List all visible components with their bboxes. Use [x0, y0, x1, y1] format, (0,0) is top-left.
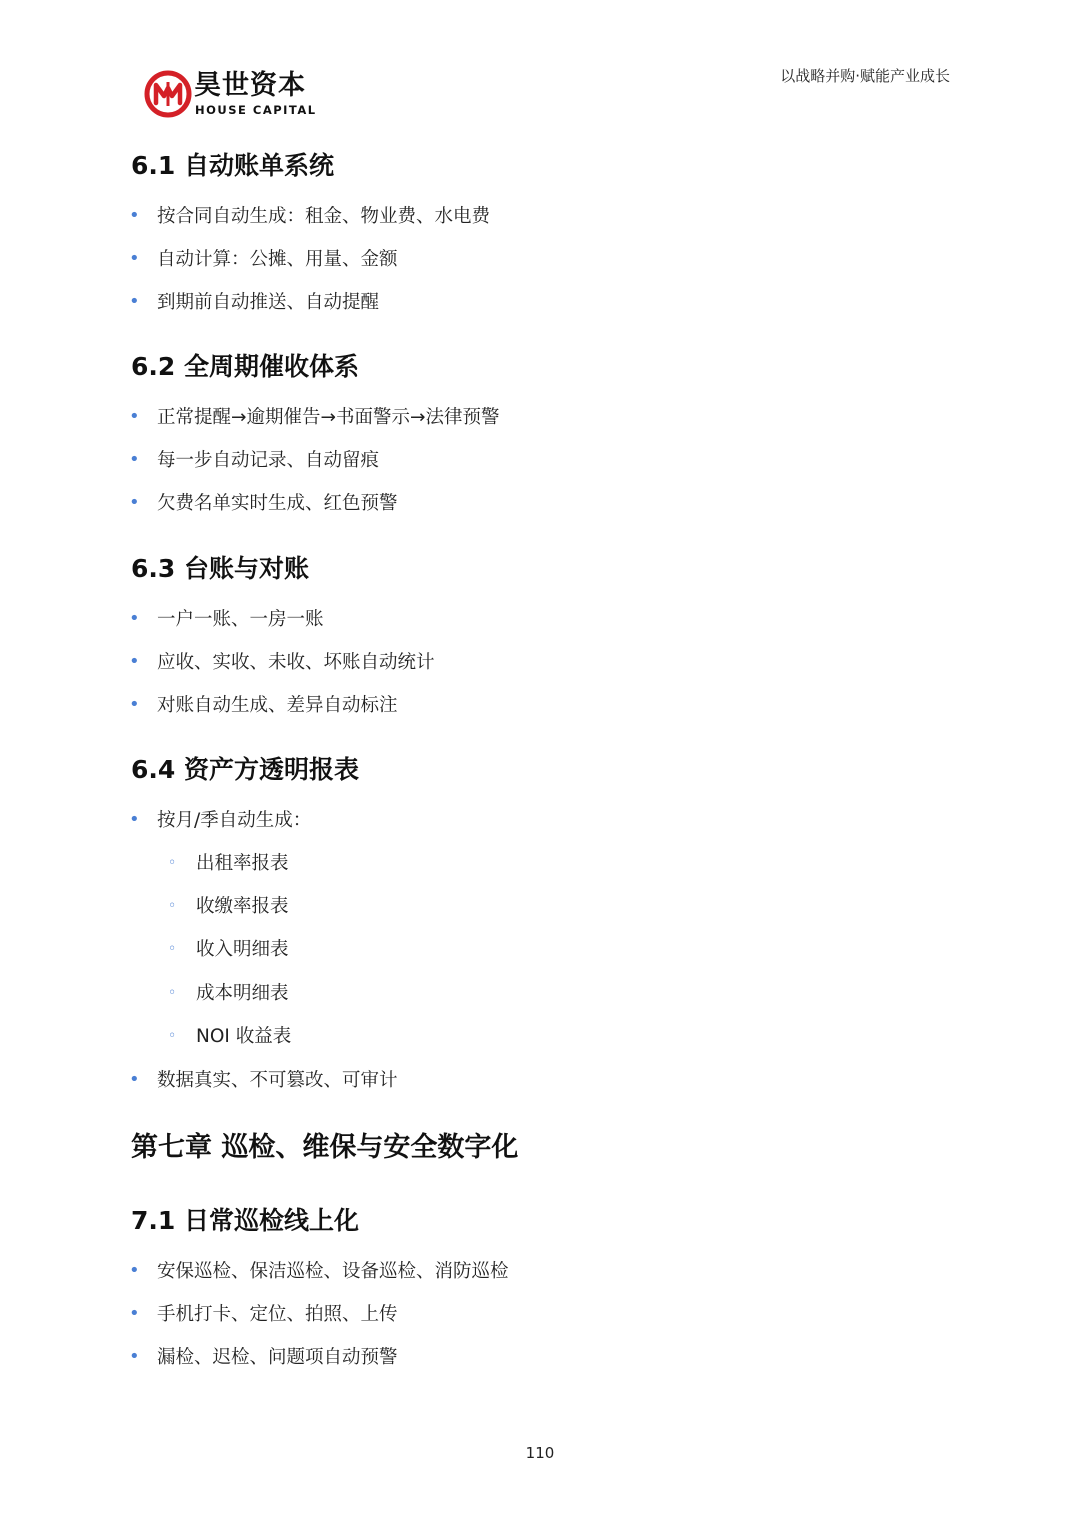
bullet-icon: • [129, 1260, 140, 1281]
list-item-text: 手机打卡、定位、拍照、上传 [157, 1304, 398, 1325]
list-item-text: 正常提醒→逾期催告→书面警示→法律预警 [157, 407, 500, 428]
sub-list-item [168, 938, 289, 962]
list-item [129, 291, 380, 315]
sub-bullet-icon: ◦ [168, 941, 177, 957]
bullet-icon: • [129, 651, 140, 672]
bullet-icon: • [129, 291, 140, 312]
list-item [129, 1260, 509, 1284]
list-item [129, 809, 312, 833]
bullet-icon: • [129, 1069, 140, 1090]
list-item-text: 欠费名单实时生成、红色预警 [157, 493, 398, 514]
list-item [129, 1069, 398, 1093]
list-item-text: 按月/季自动生成： [157, 810, 312, 831]
list-item [129, 1346, 398, 1370]
list-item [129, 608, 324, 632]
bullet-icon: • [129, 1303, 140, 1324]
bullet-icon: • [129, 809, 140, 830]
list-item-text: 到期前自动推送、自动提醒 [157, 292, 380, 313]
house-capital-logo-icon [144, 70, 192, 118]
sub-list-item-text: 成本明细表 [196, 983, 289, 1004]
section-heading-7-1: 7.1 日常巡检线上化 [131, 1206, 359, 1235]
list-item-text: 漏检、迟检、问题项自动预警 [157, 1347, 398, 1368]
list-item-text: 数据真实、不可篡改、可审计 [157, 1070, 398, 1091]
sub-bullet-icon: ◦ [168, 985, 177, 1001]
list-item [129, 449, 380, 473]
list-item [129, 1303, 398, 1327]
list-item [129, 248, 398, 272]
bullet-icon: • [129, 406, 140, 427]
list-item [129, 694, 398, 718]
sub-list-item-text: 收缴率报表 [196, 896, 289, 917]
section-heading-6-1: 6.1 自动账单系统 [131, 151, 334, 180]
sub-list-item [168, 982, 289, 1006]
section-heading-6-4: 6.4 资产方透明报表 [131, 755, 359, 784]
sub-list-item-text: NOI 收益表 [196, 1026, 292, 1047]
sub-bullet-icon: ◦ [168, 855, 177, 871]
bullet-icon: • [129, 1346, 140, 1367]
sub-list-item [168, 895, 289, 919]
list-item-text: 安保巡检、保洁巡检、设备巡检、消防巡检 [157, 1261, 509, 1282]
bullet-icon: • [129, 694, 140, 715]
company-logo [144, 70, 324, 120]
page-number: 110 [525, 1444, 555, 1462]
header-tagline: 以战略并购·赋能产业成长 [780, 67, 950, 85]
chapter-title: 第七章 巡检、维保与安全数字化 [131, 1132, 519, 1163]
list-item-text: 自动计算：公摊、用量、金额 [157, 249, 398, 270]
list-item-text: 对账自动生成、差异自动标注 [157, 695, 398, 716]
section-heading-6-2: 6.2 全周期催收体系 [131, 352, 359, 381]
list-item [129, 205, 491, 229]
sub-bullet-icon: ◦ [168, 898, 177, 914]
sub-bullet-icon: ◦ [168, 1028, 177, 1044]
list-item-text: 按合同自动生成：租金、物业费、水电费 [157, 206, 491, 227]
bullet-icon: • [129, 449, 140, 470]
bullet-icon: • [129, 492, 140, 513]
list-item-text: 应收、实收、未收、坏账自动统计 [157, 652, 435, 673]
bullet-icon: • [129, 608, 140, 629]
sub-list-item-text: 出租率报表 [196, 853, 289, 874]
section-heading-6-3: 6.3 台账与对账 [131, 554, 309, 583]
bullet-icon: • [129, 205, 140, 226]
sub-list-item-text: 收入明细表 [196, 939, 289, 960]
bullet-icon: • [129, 248, 140, 269]
list-item-text: 一户一账、一房一账 [157, 609, 324, 630]
sub-list-item [168, 852, 289, 876]
list-item-text: 每一步自动记录、自动留痕 [157, 450, 380, 471]
logo-english-name: HOUSE CAPITAL [195, 103, 317, 117]
sub-list-item [168, 1025, 292, 1049]
list-item [129, 651, 435, 675]
list-item [129, 492, 398, 516]
list-item [129, 406, 500, 430]
logo-chinese-name: 昊世资本 [194, 70, 306, 101]
